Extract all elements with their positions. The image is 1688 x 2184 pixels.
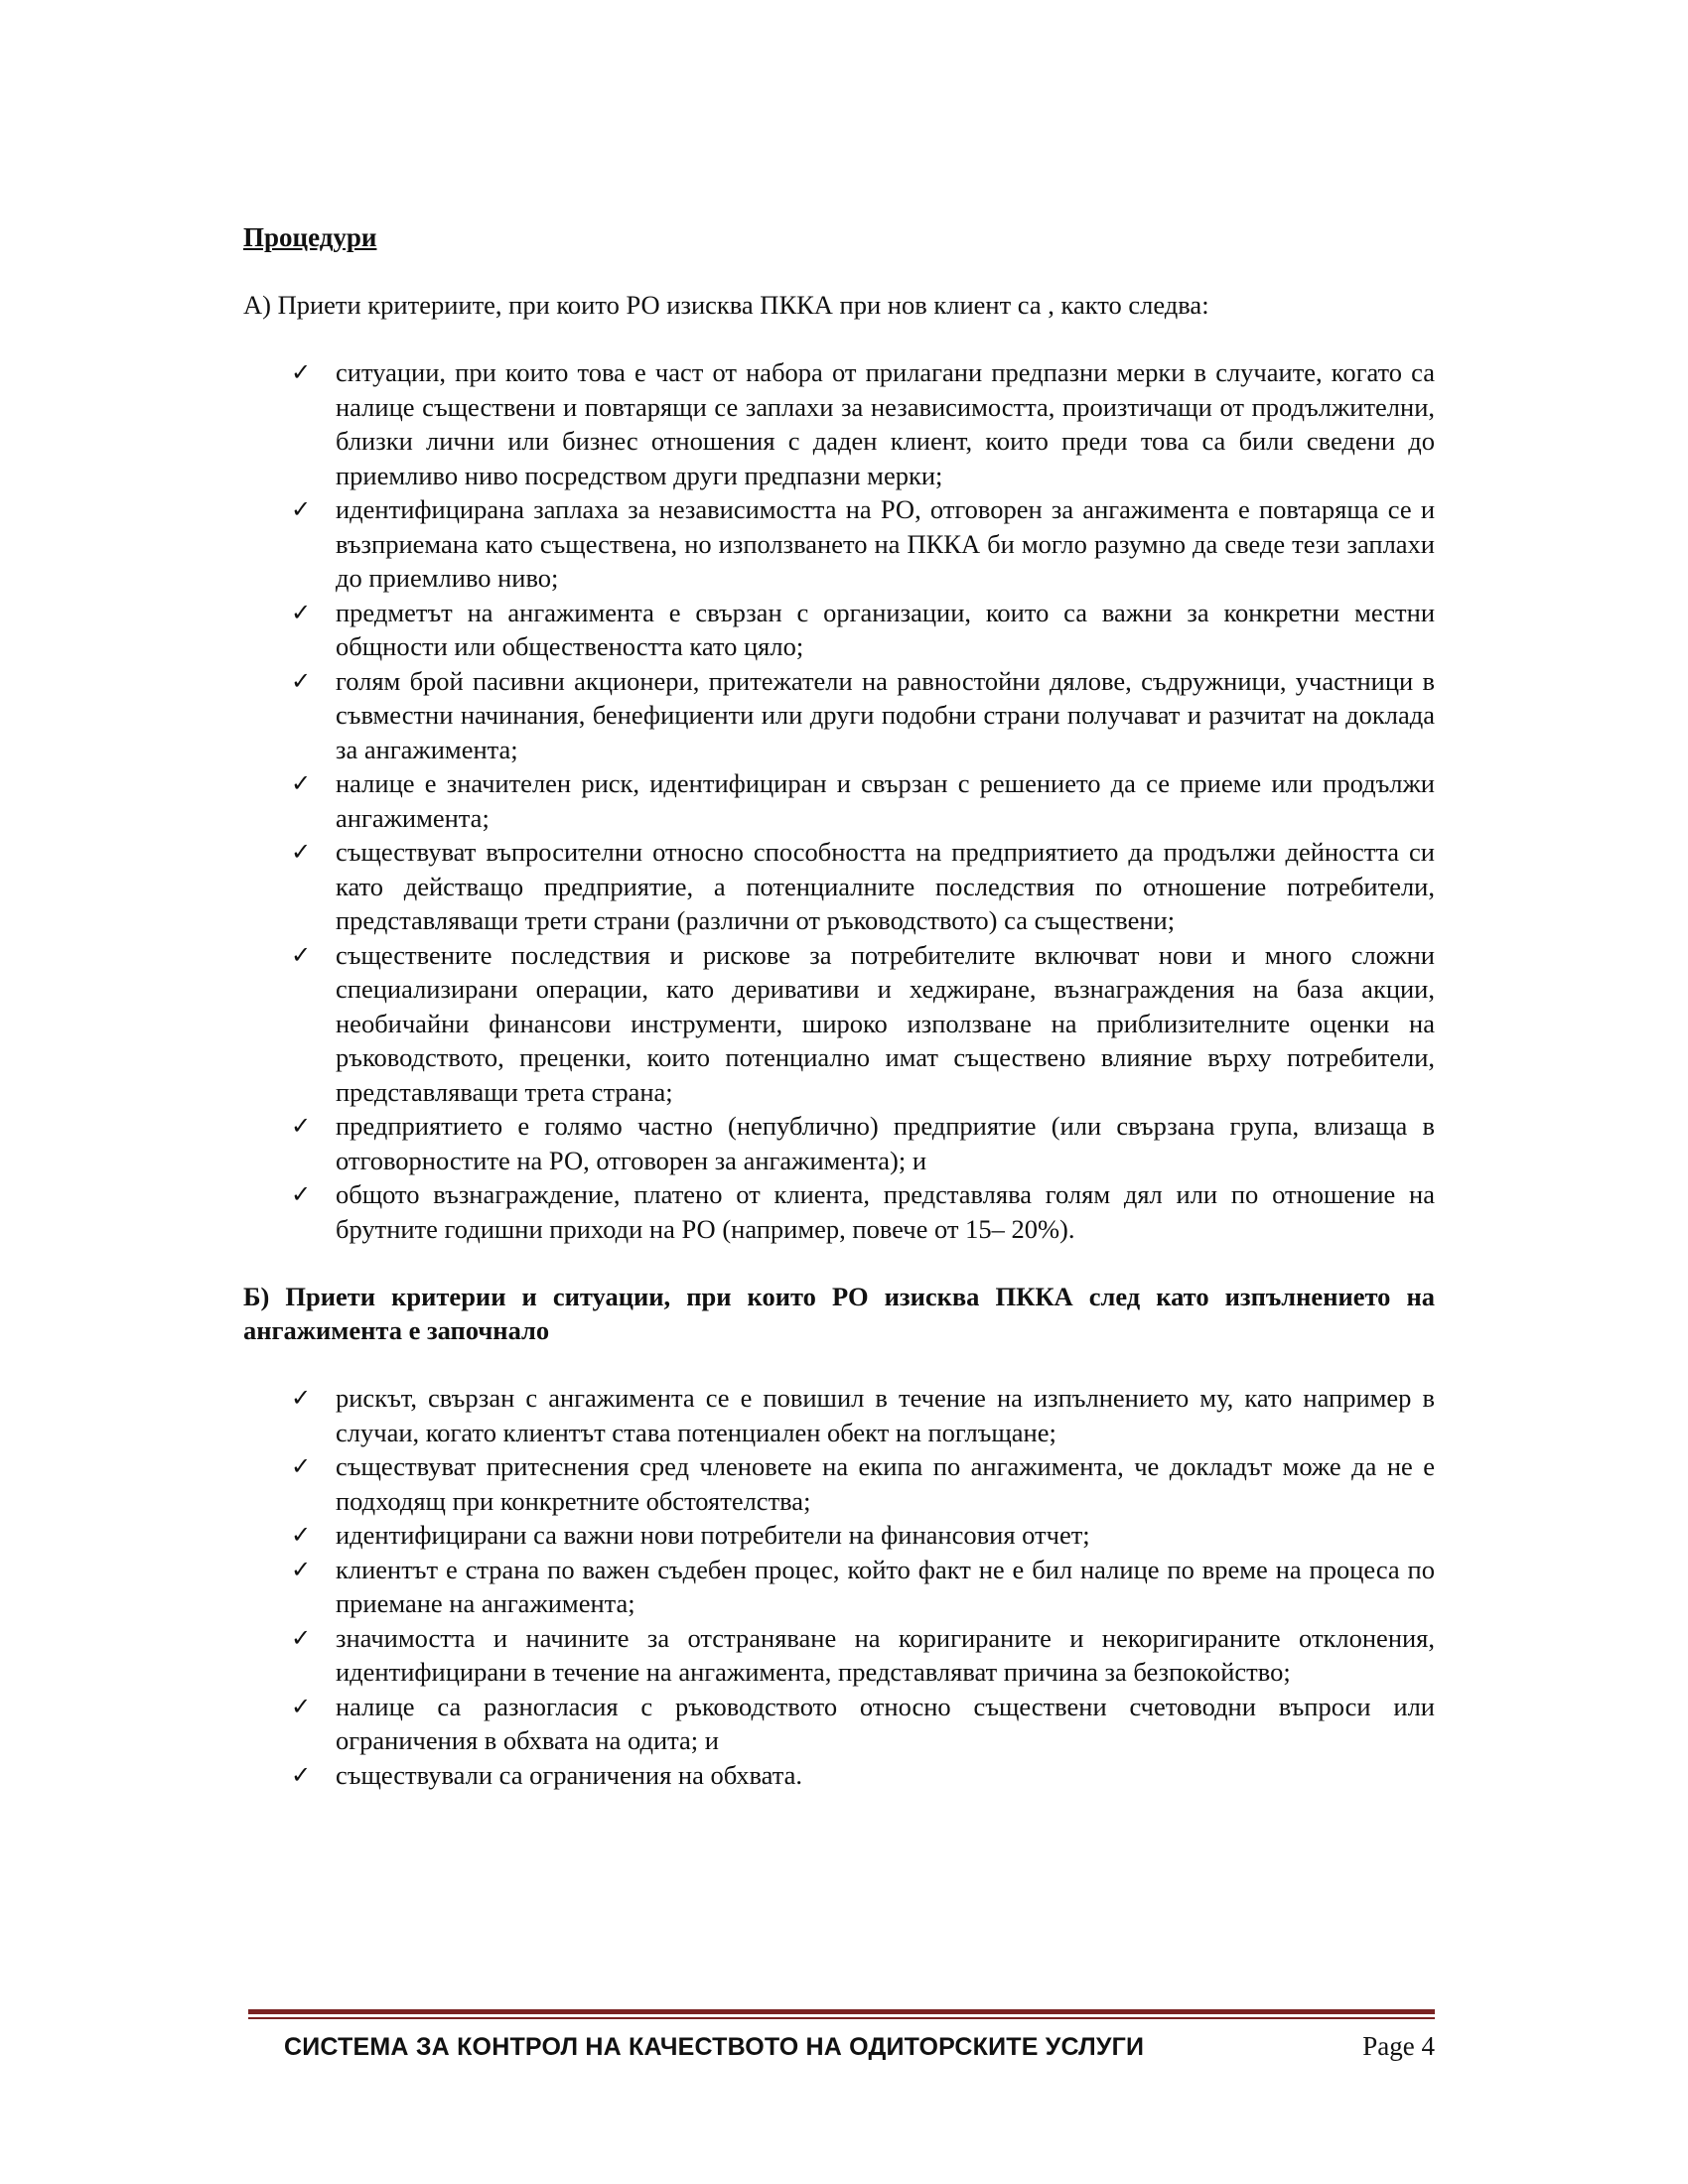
checkmark-icon: ✓ [291,1112,312,1140]
list-item-text: идентифицирана заплаха за независимостта на РО, отговорен за ангажимента е повтаряща се и възприемана като съществена, но използването на ПККА би могло разумно да сведе тези заплахи до приемливо ниво; [336,494,1435,593]
checkmark-icon: ✓ [291,598,312,626]
list-item-text: съществуват притеснения сред членовете на екипа по ангажимента, че докладът може да не е подходящ при конкретните обстоятелства; [336,1451,1435,1516]
list-item [243,1690,1435,1758]
list-item [243,1177,1435,1246]
checkmark-icon: ✓ [291,495,312,523]
footer-title: СИСТЕМА ЗА КОНТРОЛ НА КАЧЕСТВОТО НА ОДИТОРСКИТЕ УСЛУГИ [284,2033,1145,2061]
list-item-text: значимостта и начините за отстраняване на коригираните и некоригираните отклонения, идентифицирани в течение на ангажимента, представляват причина за безпокойство; [336,1622,1435,1687]
section-a-intro: А) Приети критериите, при които РО изисква ПККА при нов клиент са , както следва: [243,290,1209,320]
checkmark-icon: ✓ [291,666,312,695]
section-heading: Процедури [243,222,377,252]
list-item-text: налице е значителен риск, идентифициран и свързан с решението да се приеме или продължи ангажимента; [336,768,1435,833]
checkmark-icon: ✓ [291,1692,312,1720]
checkmark-icon: ✓ [291,1180,312,1208]
section-a-list [243,355,1435,1246]
section-b-title: Б) Приети критерии и ситуации, при които РО изисква ПККА след като изпълнението на ангажимента е започнало [243,1282,1435,1345]
list-item-text: общото възнаграждение, платено от клиента, представлява голям дял или по отношение на брутните годишни приходи на РО (например, повече от 15– 20%). [336,1179,1435,1244]
list-item [243,1449,1435,1518]
list-item-text: предприятието е голямо частно (непублично) предприятие (или свързана група, влизаща в отговорностите на РО, отговорен за ангажимента); и [336,1111,1435,1175]
list-item [243,492,1435,596]
checkmark-icon: ✓ [291,1521,312,1549]
checkmark-icon: ✓ [291,1452,312,1480]
footer-divider [248,2009,1435,2014]
checkmark-icon: ✓ [291,1623,312,1652]
list-item [243,596,1435,664]
page-number: Page 4 [1362,2031,1435,2061]
page-footer [248,2009,1435,2062]
footer-divider-thin [248,2017,1435,2019]
list-item-text: ситуации, при които това е част от набора от прилагани предпазни мерки в случаите, когато са налице съществени и повтарящи се заплахи за независимостта, произтичащи от продължителни, близки лични или бизнес отношения с даден клиент, които преди това са били сведени до приемливо ниво посредством други предпазни мерки; [336,357,1435,490]
checkmark-icon: ✓ [291,940,312,969]
checkmark-icon: ✓ [291,769,312,797]
list-item [243,664,1435,767]
list-item-text: идентифицирани са важни нови потребители на финансовия отчет; [336,1520,1090,1550]
list-item [243,835,1435,938]
checkmark-icon: ✓ [291,1555,312,1583]
list-item [243,766,1435,835]
list-item [243,1518,1435,1553]
list-item-text: предметът на ангажимента е свързан с организации, които са важни за конкретни местни общности или обществеността като цяло; [336,597,1435,661]
list-item-text: налице са разногласия с ръководството относно съществени счетоводни въпроси или ограничения в обхвата на одита; и [336,1691,1435,1755]
list-item-text: клиентът е страна по важен съдебен процес, който факт не е бил налице по време на процеса по приемане на ангажимента; [336,1554,1435,1618]
list-item [243,1758,1435,1793]
list-item [243,938,1435,1110]
list-item [243,1381,1435,1449]
list-item-text: рискът, свързан с ангажимента се е повишил в течение на изпълнението му, като например в случаи, когато клиентът става потенциален обект на поглъщане; [336,1383,1435,1447]
list-item-text: голям брой пасивни акционери, притежатели на равностойни дялове, съдружници, участници в съвместни начинания, бенефициенти или други подобни страни получават и разчитат на доклада за ангажимента; [336,665,1435,764]
list-item [243,1621,1435,1690]
list-item-text: съществуват въпросителни относно способността на предприятието да продължи дейността си като действащо предприятие, а потенциалните последствия по отношение потребители, представляващи трети страни (различни от ръководството) са съществени; [336,837,1435,935]
checkmark-icon: ✓ [291,1760,312,1789]
checkmark-icon: ✓ [291,1384,312,1412]
list-item [243,355,1435,492]
document-page [243,199,1435,1792]
list-item-text: съществували са ограничения на обхвата. [336,1759,802,1790]
list-item-text: съществените последствия и рискове за потребителите включват нови и много сложни специализирани операции, като деривативи и хеджиране, възнаграждения на база акции, необичайни финансови инструменти, широко използване на приблизителните оценки на ръководството, преценки, които потенциално имат съществено влияние върху потребители, представляващи трета страна; [336,939,1435,1107]
checkmark-icon: ✓ [291,358,312,386]
footer-row [248,2031,1435,2062]
list-item [243,1109,1435,1177]
section-b-list [243,1381,1435,1792]
checkmark-icon: ✓ [291,838,312,866]
list-item [243,1553,1435,1621]
